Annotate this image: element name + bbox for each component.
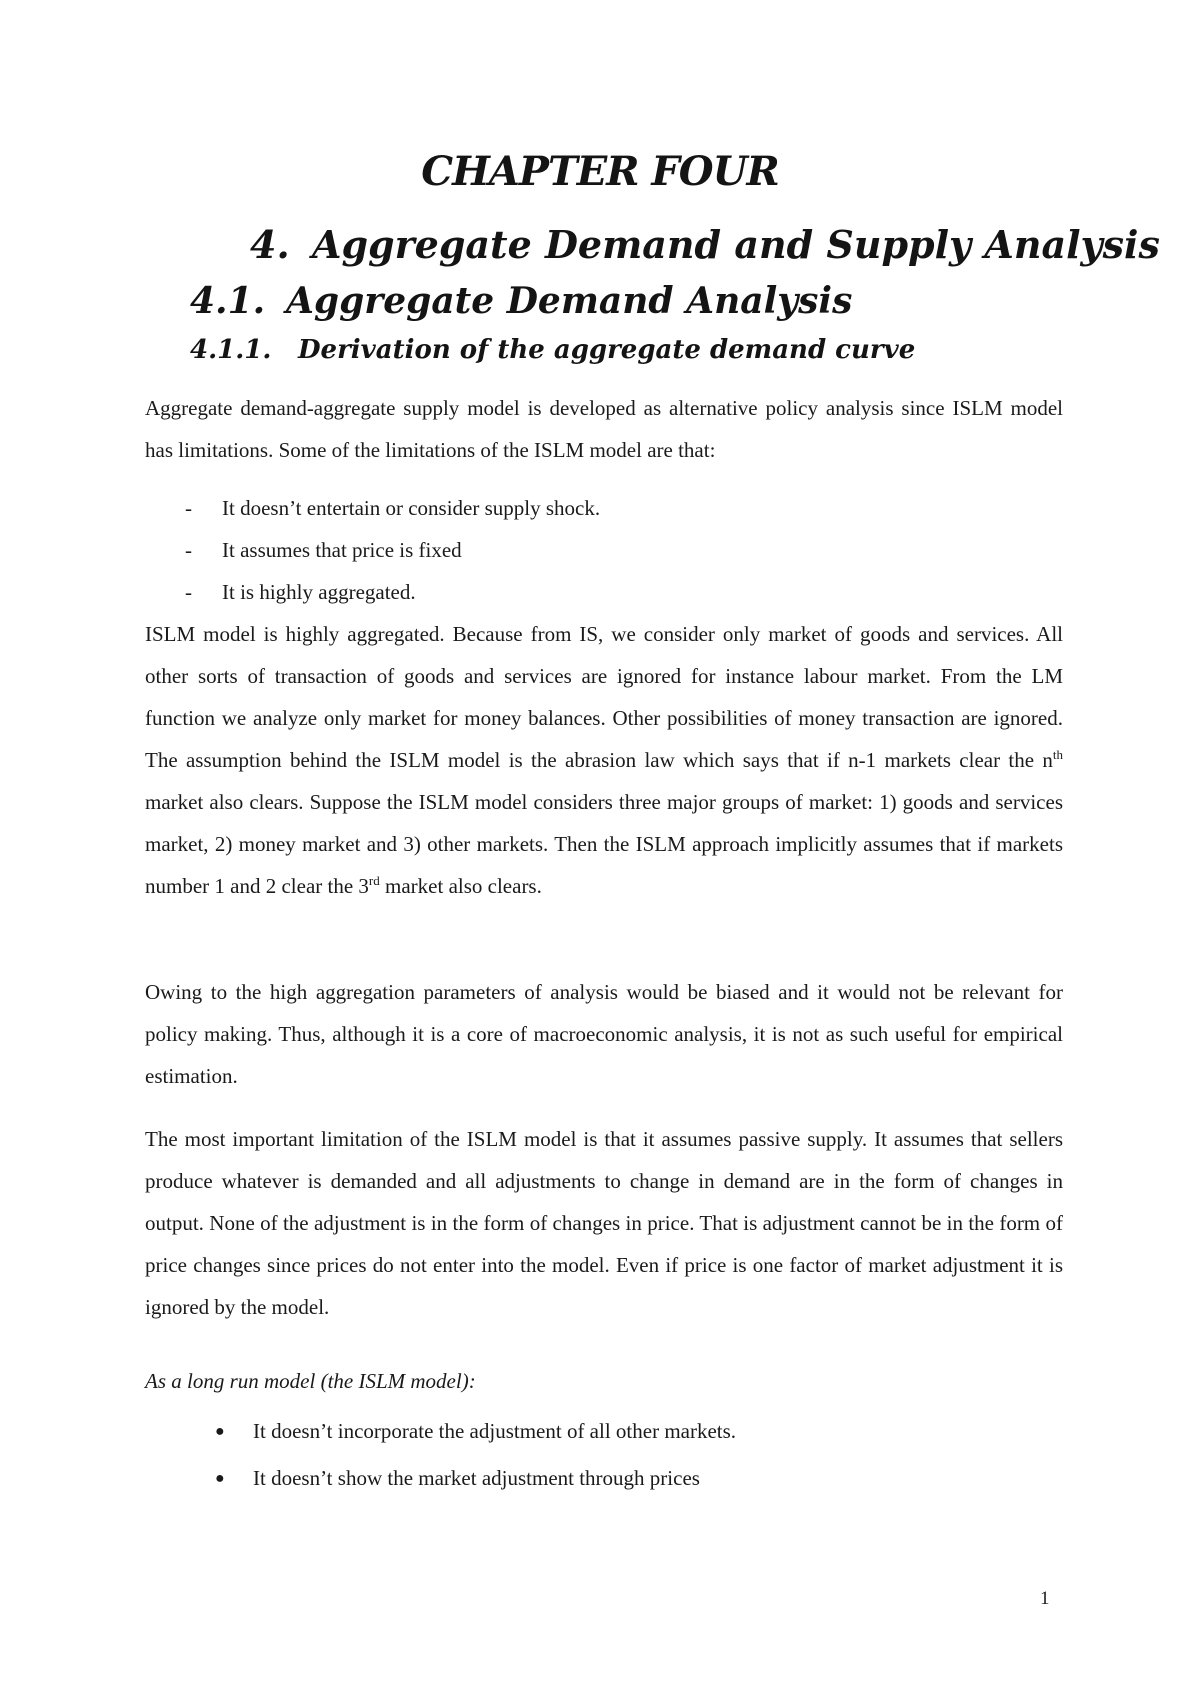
long-run-list (215, 1409, 736, 1503)
heading-section-4-number: 4. (250, 222, 290, 267)
long-run-heading: As a long run model (the ISLM model): (145, 1369, 476, 1393)
heading-section-4 (250, 222, 1160, 267)
bullet-icon: ● (215, 1470, 225, 1487)
intro-paragraph: Aggregate demand-aggregate supply model is developed as alternative policy analysis since ISLM model has limitations. Some of the limitations of the ISLM model are that: (145, 396, 1063, 462)
aggregation-text-b: market also clears. Suppose the ISLM model considers three major groups of market: 1) goods and services market, 2) money market and 3) other markets. Then the ISLM approach implicitly assumes that if markets number 1 and 2 clear the 3 (145, 790, 1063, 898)
bullet-icon: ● (215, 1423, 225, 1440)
chapter-title: CHAPTER FOUR (421, 148, 779, 195)
list-item-text: It doesn’t entertain or consider supply shock. (222, 496, 601, 520)
list-item (185, 529, 600, 571)
limitations-list (185, 487, 600, 613)
heading-section-4-1 (190, 280, 852, 322)
dash-marker: - (185, 580, 192, 604)
list-item-text: It doesn’t show the market adjustment through prices (253, 1466, 700, 1490)
heading-section-4-1-1-text: Derivation of the aggregate demand curve (298, 335, 916, 365)
aggregation-paragraph (145, 613, 1063, 907)
heading-section-4-text: Aggregate Demand and Supply Analysis (312, 222, 1160, 267)
bias-paragraph: Owing to the high aggregation parameters of analysis would be biased and it would not be relevant for policy making. Thus, although it is a core of macroeconomic analysis, it is not as such useful for empirical estimation. (145, 980, 1063, 1088)
list-item (185, 487, 600, 529)
superscript-th: th (1052, 747, 1063, 762)
dash-marker: - (185, 496, 192, 520)
aggregation-text-a: ISLM model is highly aggregated. Because from IS, we consider only market of goods and services. All other sorts of transaction of goods and services are ignored for instance labour market. From the LM function we analyze only market for money balances. Other possibilities of money transaction are ignored. The assumption behind the ISLM model is the abrasion law which says that if n-1 markets clear the n (145, 622, 1063, 772)
list-item-text: It assumes that price is fixed (222, 538, 462, 562)
list-item-text: It doesn’t incorporate the adjustment of all other markets. (253, 1419, 737, 1443)
list-item (215, 1456, 736, 1503)
list-item (185, 571, 600, 613)
passive-supply-paragraph: The most important limitation of the ISLM model is that it assumes passive supply. It assumes that sellers produce whatever is demanded and all adjustments to change in demand are in the form of changes in output. None of the adjustment is in the form of changes in price. That is adjustment cannot be in the form of price changes since prices do not enter into the model. Even if price is one factor of market adjustment it is ignored by the model. (145, 1127, 1063, 1319)
dash-marker: - (185, 538, 192, 562)
list-item (215, 1409, 736, 1456)
heading-section-4-1-number: 4.1. (190, 280, 266, 322)
list-item-text: It is highly aggregated. (222, 580, 416, 604)
heading-section-4-1-1-number: 4.1.1. (190, 335, 272, 365)
heading-section-4-1-text: Aggregate Demand Analysis (286, 280, 853, 322)
aggregation-text-c: market also clears. (379, 874, 542, 898)
superscript-rd: rd (368, 873, 380, 888)
page-number: 1 (1040, 1588, 1050, 1609)
heading-section-4-1-1 (190, 335, 915, 365)
